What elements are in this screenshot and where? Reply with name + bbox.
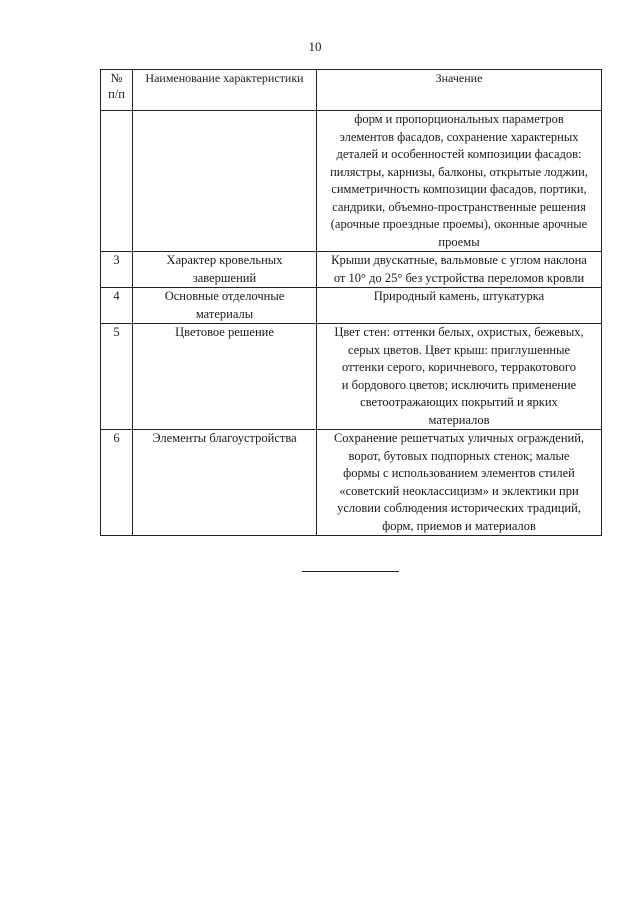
table-row [101, 111, 602, 252]
table-header-row [101, 70, 602, 111]
table-body [101, 111, 602, 536]
characteristic-name-line: Основные отделочные [164, 289, 285, 303]
characteristic-value-line: форм, приемов и материалов [382, 518, 536, 533]
characteristic-value [317, 111, 602, 252]
characteristic-value [317, 324, 602, 430]
characteristics-table [100, 69, 602, 536]
end-of-document-rule [302, 571, 399, 572]
page-number: 10 [308, 39, 322, 54]
header-characteristic: Наименование характеристики [133, 70, 317, 111]
characteristic-value-line: Сохранение решетчатых уличных ограждений, [333, 431, 585, 445]
characteristic-value-line: ворот, бутовых подпорных стенок; малые [348, 448, 570, 463]
characteristic-value [317, 430, 602, 536]
characteristic-name-line: материалы [195, 306, 254, 321]
characteristic-value-line: и бордового цветов; исключить применение [341, 377, 577, 392]
characteristic-value-line: форм и пропорциональных параметров [354, 112, 564, 126]
row-number: 5 [101, 324, 133, 430]
characteristic-value [317, 252, 602, 288]
characteristic-name-line: завершений [192, 270, 257, 285]
characteristic-name [133, 324, 317, 430]
characteristic-value-line: условии соблюдения исторических традиций, [337, 501, 581, 515]
header-number-abbrev: п/п [108, 87, 125, 101]
characteristic-name [133, 252, 317, 288]
characteristic-value-line: формы с использованием элементов стилей [343, 466, 575, 480]
header-value: Значение [317, 70, 602, 111]
characteristic-value-line: Цвет стен: оттенки белых, охристых, бежевых, [334, 325, 584, 339]
characteristic-value-line: элементов фасадов, сохранение характерных [339, 129, 579, 144]
characteristic-value-line: оттенки серого, коричневого, терракотового [342, 360, 576, 374]
characteristic-value-line: Природный камень, штукатурка [373, 289, 545, 303]
table-row [101, 430, 602, 536]
characteristic-value [317, 288, 602, 324]
row-number [101, 111, 133, 252]
characteristic-value-line: Крыши двускатные, вальмовые с углом наклона [331, 253, 587, 267]
characteristic-value-line: пилястры, карнизы, балконы, открытые лоджии, [330, 164, 588, 179]
header-number-symbol: № [110, 71, 123, 85]
characteristic-value-line: (арочные проездные проемы), оконные арочные [330, 217, 588, 231]
characteristic-value-line: проемы [438, 234, 480, 249]
characteristic-value-line: светоотражающих покрытий и ярких [360, 395, 558, 409]
characteristic-value-line: сандрики, объемно-пространственные решения [332, 199, 586, 214]
characteristic-name-line: Цветовое решение [175, 325, 274, 339]
characteristic-name [133, 430, 317, 536]
characteristic-value-line: симметричность композиции фасадов, портики, [331, 182, 587, 196]
row-number: 4 [101, 288, 133, 324]
characteristic-value-line: материалов [428, 412, 490, 427]
characteristic-value-line: серых цветов. Цвет крыш: приглушенные [347, 342, 571, 357]
characteristic-name [133, 288, 317, 324]
row-number: 6 [101, 430, 133, 536]
table-row [101, 324, 602, 430]
characteristic-name [133, 111, 317, 252]
characteristic-name-line: Элементы благоустройства [152, 431, 297, 445]
characteristic-value-line: деталей и особенностей композиции фасадов: [336, 147, 582, 161]
row-number: 3 [101, 252, 133, 288]
characteristic-name-line: Характер кровельных [166, 253, 283, 267]
header-number [101, 70, 133, 111]
table-row [101, 288, 602, 324]
characteristic-value-line: от 10° до 25° без устройства переломов кровли [333, 270, 585, 285]
characteristic-value-line: «советский неоклассицизм» и эклектики при [339, 483, 579, 498]
table-row [101, 252, 602, 288]
